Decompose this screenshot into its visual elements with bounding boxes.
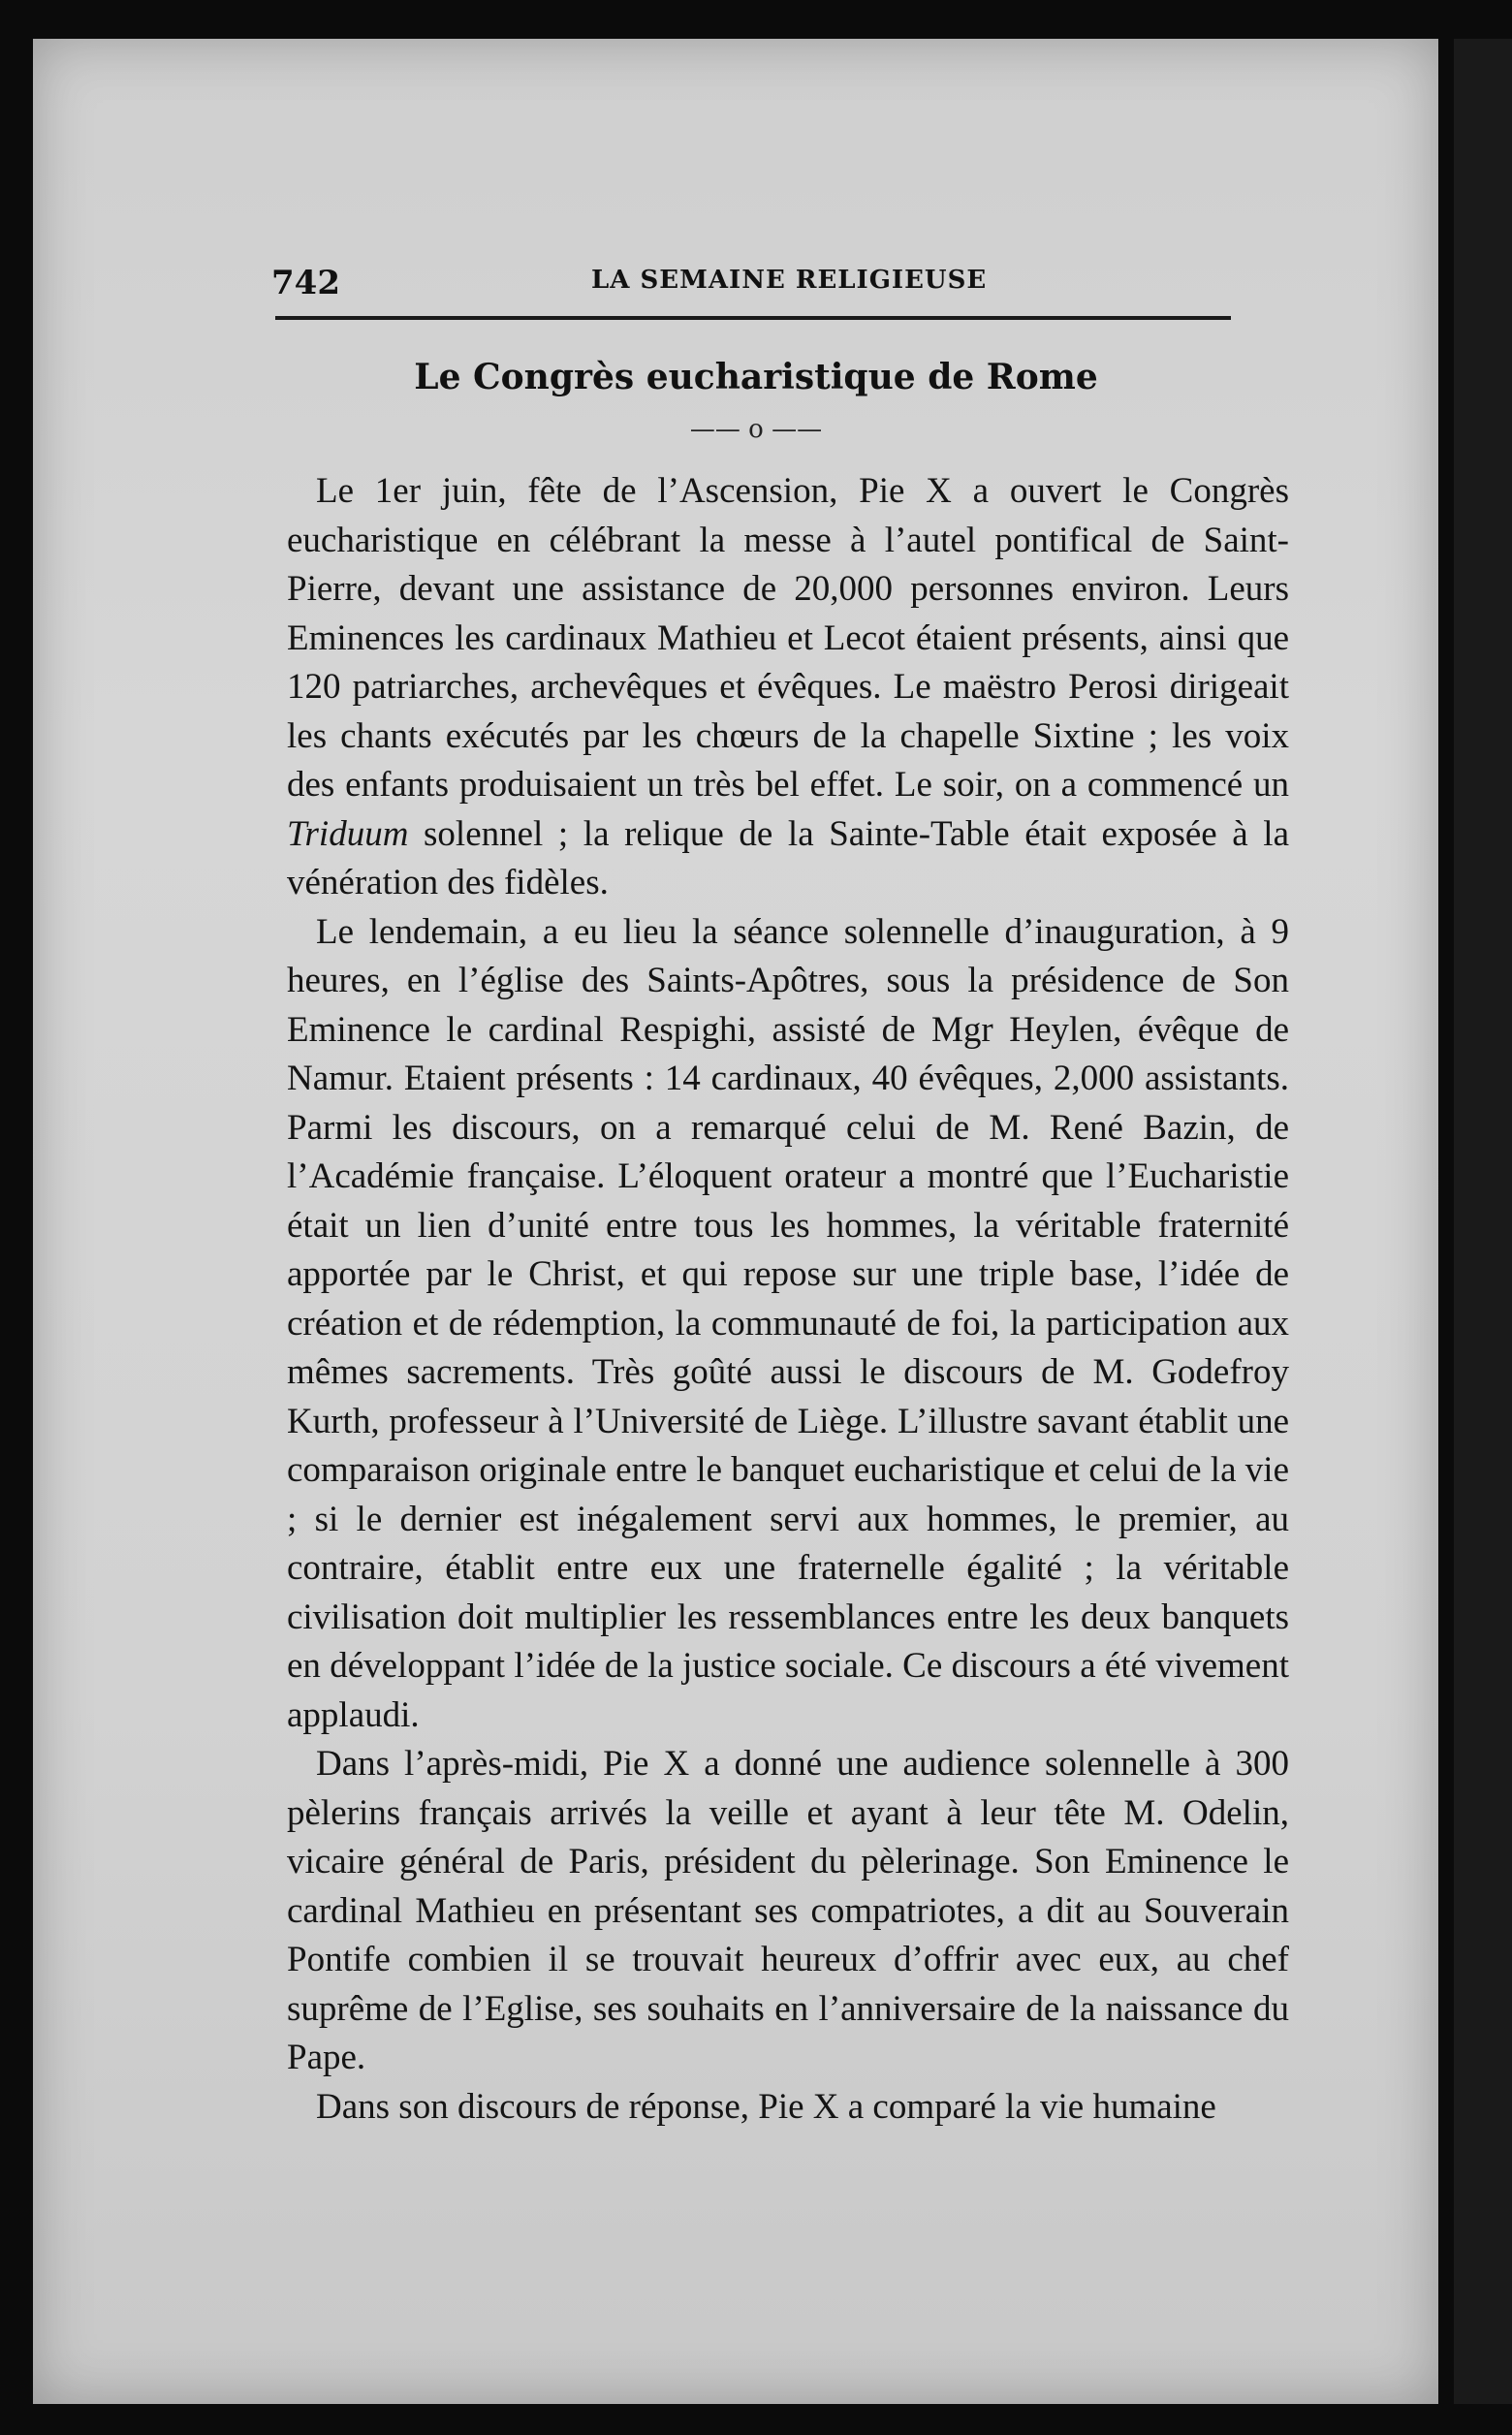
title-separator: —— o ——: [689, 415, 823, 444]
paragraph-4: Dans son discours de réponse, Pie X a comparé la vie humaine: [316, 2086, 1216, 2127]
paragraph-1-text-b: solennel ; la relique de la Sainte-Table était exposée à la vénération des fidèles.: [287, 813, 1289, 902]
paragraph-3: Dans l’après-midi, Pie X a donné une audience solennelle à 300 pèlerins français arrivés la veille et ayant à leur tête M. Odelin, vicaire général de Paris, président du pèlerinage. Son Eminence le cardinal Mathieu en présentant ses compatriotes, a dit au Souverain Pontife combien il se trouvait heureux d’offrir avec eux, au chef suprême de l’Eglise, ses souhaits en l’anniversaire de la naissance du Pape.: [287, 1744, 1289, 2077]
paragraph-1-text-a: Le 1er juin, fête de l’Ascension, Pie X a ouvert le Congrès eucharistique en célébrant la messe à l’autel pontifical de Saint-Pierre, devant une assistance de 20,000 personnes environ. Leurs Eminences les cardinaux Mathieu et Lecot étaient présents, ainsi que 120 patriarches, archevêques et évêques. Le maëstro Perosi dirigeait les chants exécutés par les chœurs de la chapelle Sixtine ; les voix des enfants produisaient un très bel effet. Le soir, on a commencé un: [287, 471, 1289, 805]
adjacent-page-edge: [1454, 39, 1512, 2404]
page-number: 742: [271, 264, 340, 302]
page-header: [271, 260, 1231, 306]
article-body: [287, 467, 1289, 2132]
paragraph-2: Le lendemain, a eu lieu la séance solennelle d’inauguration, à 9 heures, en l’église des Saints-Apôtres, sous la présidence de Son Eminence le cardinal Respighi, assisté de Mgr Heylen, évêque de Namur. Etaient présents : 14 cardinaux, 40 évêques, 2,000 assistants. Parmi les discours, on a remarqué celui de M. René Bazin, de l’Académie française. L’éloquent orateur a montré que l’Eucharistie était un lien d’unité entre tous les hommes, la véritable fraternité apportée par le Christ, et qui repose sur une triple base, l’idée de création et de rédemption, la communauté de foi, la participation aux mêmes sacrements. Très goûté aussi le discours de M. Godefroy Kurth, professeur à l’Université de Liège. L’illustre savant établit une comparaison originale entre le banquet eucharistique et celui de la vie ; si le dernier est inégalement servi aux hommes, le premier, au contraire, établit entre eux une fraternelle égalité ; la véritable civilisation doit multiplier les ressemblances entre les deux banquets en développant l’idée de la justice sociale. Ce discours a été vivement applaudi.: [287, 911, 1289, 1735]
paragraph-1-italic: Triduum: [287, 813, 409, 854]
running-title: LA SEMAINE RELIGIEUSE: [591, 266, 988, 295]
paragraph-1: [287, 467, 1289, 908]
header-rule: [275, 316, 1231, 320]
article-title: Le Congrès eucharistique de Rome: [414, 357, 1098, 397]
